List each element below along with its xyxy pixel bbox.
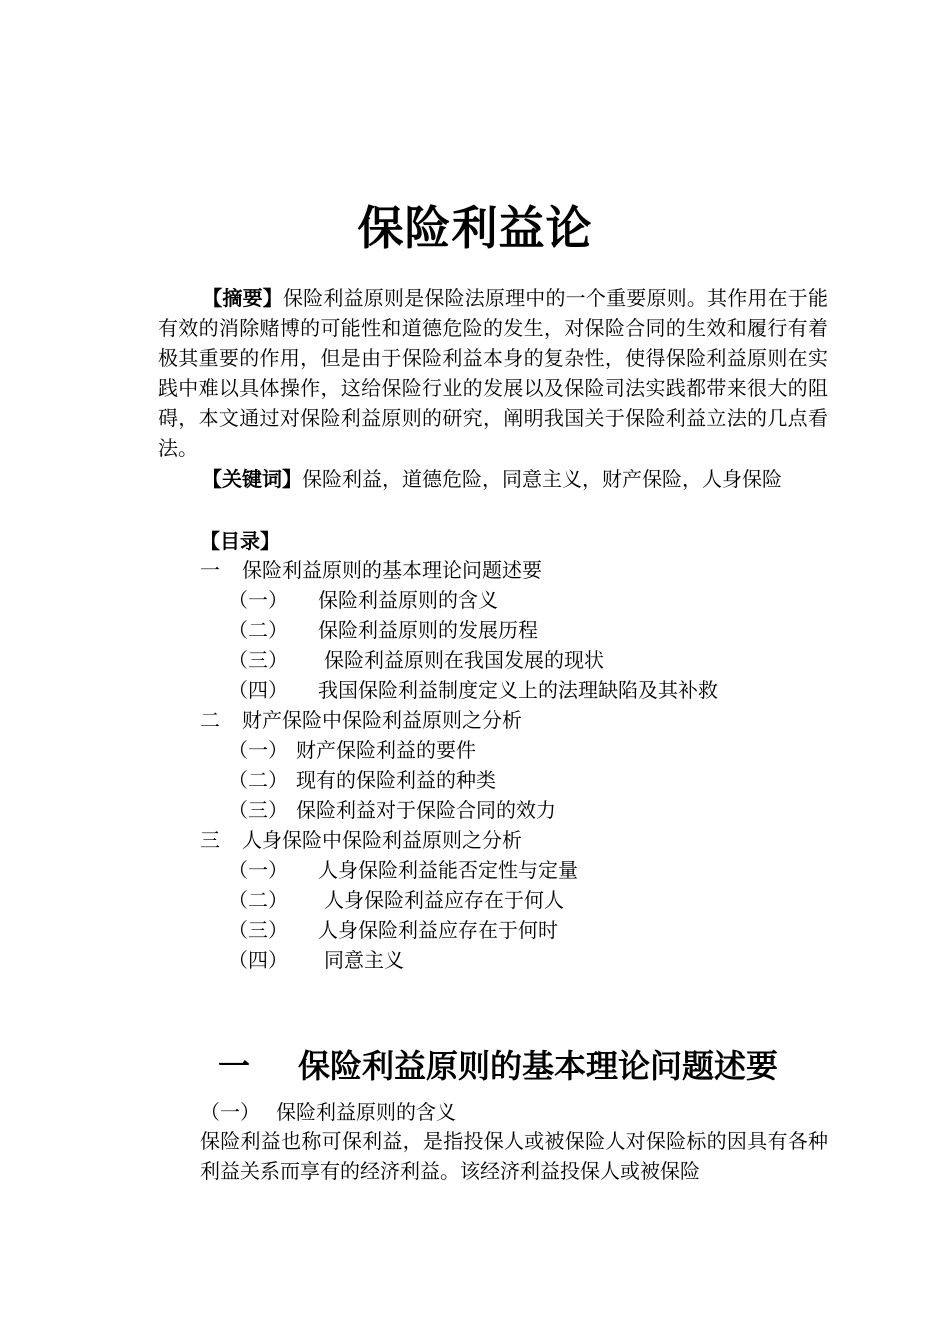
toc-item[interactable]: 三 人身保险中保险利益原则之分析 — [200, 828, 522, 852]
toc-item[interactable]: （三） 保险利益对于保险合同的效力 — [228, 798, 556, 822]
toc-item[interactable]: （三） 人身保险利益应存在于何时 — [228, 918, 558, 942]
keywords-paragraph — [158, 464, 828, 494]
subsection-heading — [200, 1098, 456, 1126]
document-title: 保险利益论 — [357, 201, 593, 255]
toc-item[interactable]: （一） 人身保险利益能否定性与定量 — [228, 858, 578, 882]
section-title: 保险利益原则的基本理论问题述要 — [298, 1047, 779, 1085]
toc-item[interactable]: （一） 财产保险利益的要件 — [228, 738, 476, 762]
keywords-text: 保险利益，道德危险，同意主义，财产保险，人身保险 — [302, 467, 782, 491]
abstract-label: 【摘要】 — [202, 286, 283, 310]
toc-item[interactable]: （二） 现有的保险利益的种类 — [228, 768, 496, 792]
section-heading — [218, 1042, 778, 1090]
subsection-number: （一） — [200, 1100, 260, 1124]
subsection-title: 保险利益原则的含义 — [276, 1100, 456, 1124]
toc-item[interactable]: （一） 保险利益原则的含义 — [228, 588, 498, 612]
toc-item[interactable]: （二） 人身保险利益应存在于何人 — [228, 888, 564, 912]
section-number: 一 — [218, 1047, 251, 1085]
toc-item[interactable]: （四） 我国保险利益制度定义上的法理缺陷及其补救 — [228, 678, 718, 702]
abstract-text: 保险利益原则是保险法原理中的一个重要原则。其作用在于能有效的消除赌博的可能性和道德危险的发生，对保险合同的生效和履行有着极其重要的作用，但是由于保险利益本身的复杂性，使得保险利益原则在实践中难以具体操作，这给保险行业的发展以及保险司法实践都带来很大的阻碍，本文通过对保险利益原则的研究，阐明我国关于保险利益立法的几点看法。 — [158, 286, 829, 460]
toc-item[interactable]: （四） 同意主义 — [228, 948, 404, 972]
section-paragraph: 保险利益也称可保利益，是指投保人或被保险人对保险标的因具有各种利益关系而享有的经济利益。该经济利益投保人或被保险 — [200, 1129, 828, 1183]
toc-label: 【目录】 — [200, 529, 280, 553]
toc-item[interactable]: 一 保险利益原则的基本理论问题述要 — [200, 558, 542, 582]
toc-item[interactable]: （三） 保险利益原则在我国发展的现状 — [228, 648, 604, 672]
toc-item[interactable]: 二 财产保险中保险利益原则之分析 — [200, 708, 522, 732]
keywords-label: 【关键词】 — [202, 467, 302, 491]
abstract-paragraph — [158, 283, 828, 463]
toc-item[interactable]: （二） 保险利益原则的发展历程 — [228, 618, 538, 642]
